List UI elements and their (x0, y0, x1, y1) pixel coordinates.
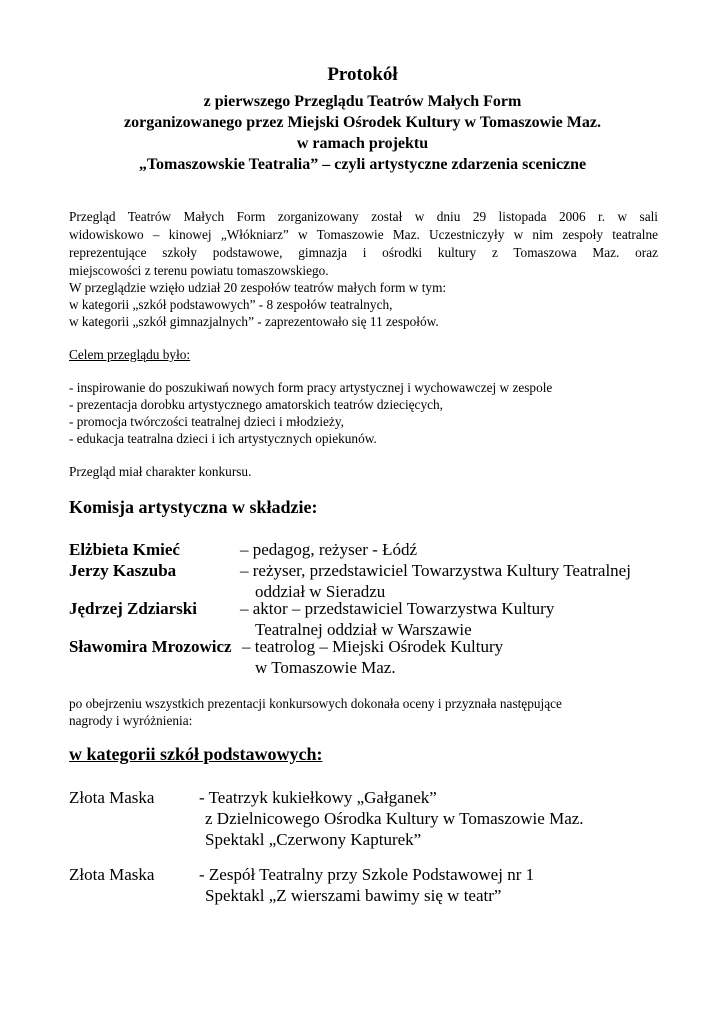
member-role: oddział w Sieradzu (255, 582, 386, 601)
intro-line: w kategorii „szkół podstawowych” - 8 zespołów teatralnych, (69, 297, 393, 312)
goal-item: - inspirowanie do poszukiwań nowych form pracy artystycznej i wychowawczej w zespole (69, 380, 553, 395)
goals-heading: Celem przeglądu było: (69, 347, 191, 362)
goal-item: - promocja twórczości teatralnej dzieci i młodzieży, (69, 414, 344, 429)
assessment-line: po obejrzeniu wszystkich prezentacji konkursowych dokonała oceny i przyznała następujące (69, 696, 562, 711)
intro-line: W przeglądzie wzięło udział 20 zespołów teatrów małych form w tym: (69, 280, 447, 295)
award-line: Spektakl „Czerwony Kapturek” (205, 830, 422, 849)
member-role: – teatrolog – Miejski Ośrodek Kultury (242, 637, 504, 656)
member-name: Jerzy Kaszuba (69, 561, 177, 580)
intro-line: reprezentujące szkoły podstawowe, gimnazja i ośrodki kultury z Tomaszowa Maz. oraz (69, 245, 658, 260)
member-role: Teatralnej oddział w Warszawie (255, 620, 472, 639)
intro-line: widowiskowo – kinowej „Włókniarz” w Tomaszowie Maz. Uczestniczyły w nim zespoły teatralne (69, 227, 658, 242)
member-role: – aktor – przedstawiciel Towarzystwa Kultury (240, 599, 555, 618)
category-heading: w kategorii szkół podstawowych: (69, 744, 323, 764)
award-name: Złota Maska (69, 865, 155, 884)
member-role: – reżyser, przedstawiciel Towarzystwa Kultury Teatralnej (240, 561, 631, 580)
member-role: w Tomaszowie Maz. (255, 658, 396, 677)
award-line: z Dzielnicowego Ośrodka Kultury w Tomaszowie Maz. (205, 809, 584, 828)
header-line: z pierwszego Przeglądu Teatrów Małych Form (203, 93, 522, 110)
member-name: Sławomira Mrozowicz (69, 637, 232, 656)
member-name: Jędrzej Zdziarski (69, 599, 197, 618)
member-role: – pedagog, reżyser - Łódź (240, 540, 418, 559)
header-line: w ramach projektu (296, 135, 429, 152)
member-name: Elżbieta Kmieć (69, 540, 180, 559)
committee-heading: Komisja artystyczna w składzie: (69, 497, 318, 517)
goal-item: - edukacja teatralna dzieci i ich artystycznych opiekunów. (69, 431, 377, 446)
header-line: zorganizowanego przez Miejski Ośrodek Kultury w Tomaszowie Maz. (124, 114, 601, 131)
award-name: Złota Maska (69, 788, 155, 807)
intro-line: miejscowości z terenu powiatu tomaszowskiego. (69, 263, 329, 278)
competition-note: Przegląd miał charakter konkursu. (69, 464, 252, 479)
award-line: - Teatrzyk kukiełkowy „Gałganek” (199, 788, 437, 807)
goal-item: - prezentacja dorobku artystycznego amatorskich teatrów dziecięcych, (69, 397, 443, 412)
intro-line: Przegląd Teatrów Małych Form zorganizowany został w dniu 29 listopada 2006 r. w sali (69, 209, 658, 224)
award-line: - Zespół Teatralny przy Szkole Podstawowej nr 1 (199, 865, 535, 884)
assessment-line: nagrody i wyróżnienia: (69, 713, 193, 728)
award-line: Spektakl „Z wierszami bawimy się w teatr” (205, 886, 502, 905)
intro-line: w kategorii „szkół gimnazjalnych” - zaprezentowało się 11 zespołów. (69, 314, 439, 329)
document-title: Protokół (327, 64, 398, 85)
header-line: „Tomaszowskie Teatralia” – czyli artystyczne zdarzenia sceniczne (138, 156, 587, 173)
